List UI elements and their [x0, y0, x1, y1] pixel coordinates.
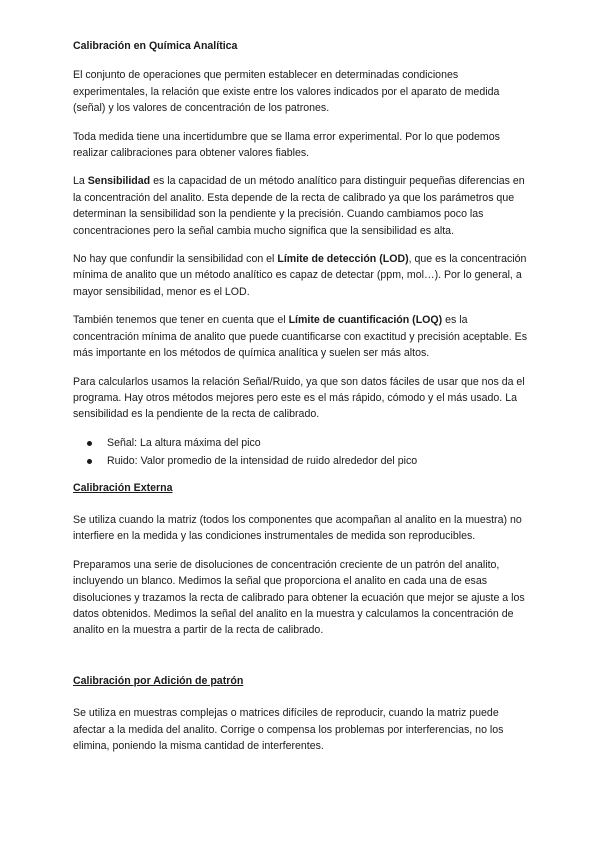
text-post: , que es la concentración mínima de analito que un método analítico es capaz de detectar (ppm, mol…). Por lo general, a mayor sensibilidad, menor es el LOD. [73, 253, 527, 298]
term-lod: Límite de detección (LOD) [277, 253, 409, 266]
term-loq: Límite de cuantificación (LOQ) [288, 314, 443, 327]
text-post: es la capacidad de un método analítico para distinguir pequeñas diferencias en la concentración del analito. Esta depende de la recta de calibrado ya que los parámetros que determinan la sensibilidad son la pendiente y la precisión. Cuando cambiamos poco las concentraciones pero la señal cambia mucho significa que la sensibilidad es alta. [73, 175, 525, 237]
bullet-icon [87, 459, 92, 464]
paragraph-externa-procedimiento: Preparamos una serie de disoluciones de concentración creciente de un patrón del analito, incluyendo un blanco. Medimos la señal que proporciona el analito en cada una de esas disoluciones y trazamos la recta de calibrado para obtener la ecuación que mejor se ajuste a los datos obtenidos. Medimos la señal del analito en la muestra y calculamos la concentración de analito en la muestra a partir de la recta de calibrado. [73, 558, 525, 637]
list-item [73, 453, 533, 469]
text-pre: También tenemos que tener en cuenta que el [73, 314, 289, 327]
paragraph-externa-uso: Se utiliza cuando la matriz (todos los componentes que acompañan al analito en la muestra) no interfiere en la medida y las condiciones instrumentales de medida son reproducibles. [73, 513, 522, 543]
paragraph-adicion-uso: Se utiliza en muestras complejas o matrices difíciles de reproducir, cuando la matriz puede afectar a la medida del analito. Corrige o compensa los problemas por interferencias, no los elimina, poniendo la misma cantidad de interferentes. [73, 707, 504, 752]
paragraph-senal-ruido: Para calcularlos usamos la relación Señal/Ruido, ya que son datos fáciles de usar que nos da el programa. Hay otros métodos mejores pero este es el más rápido, cómodo y el más usado. La sensibilidad es la pendiente de la recta de calibrado. [73, 375, 525, 421]
heading-calibracion-adicion: Calibración por Adición de patrón [73, 674, 244, 687]
paragraph-error: Toda medida tiene una incertidumbre que se llama error experimental. Por lo que podemos realizar calibraciones para obtener valores fiables. [73, 130, 500, 160]
list-item [73, 435, 533, 451]
paragraph-lod [73, 251, 533, 300]
paragraph-sensibilidad [73, 173, 533, 239]
paragraph-definition: El conjunto de operaciones que permiten establecer en determinadas condiciones experimentales, la relación que existe entre los valores indicados por el aparato de medida (señal) y los valores de concentración de los patrones. [73, 69, 500, 115]
heading-calibracion-externa: Calibración Externa [73, 481, 173, 494]
text-pre: La [73, 175, 88, 188]
list-item-text: Señal: La altura máxima del pico [107, 436, 261, 449]
document-title: Calibración en Química Analítica [73, 40, 238, 52]
text-post: es la concentración mínima de analito que puede cuantificarse con exactitud y precisión aceptable. Es más importante en los métodos de química analítica y suelen ser más altos. [73, 314, 528, 360]
paragraph-loq [73, 312, 533, 361]
text-pre: No hay que confundir la sensibilidad con el [73, 253, 278, 266]
list-item-text: Ruido: Valor promedio de la intensidad de ruido alrededor del pico [107, 455, 418, 468]
document-body [73, 38, 533, 766]
bullet-list [73, 435, 533, 470]
bullet-icon [87, 441, 92, 446]
term-sensibilidad: Sensibilidad [87, 175, 151, 188]
